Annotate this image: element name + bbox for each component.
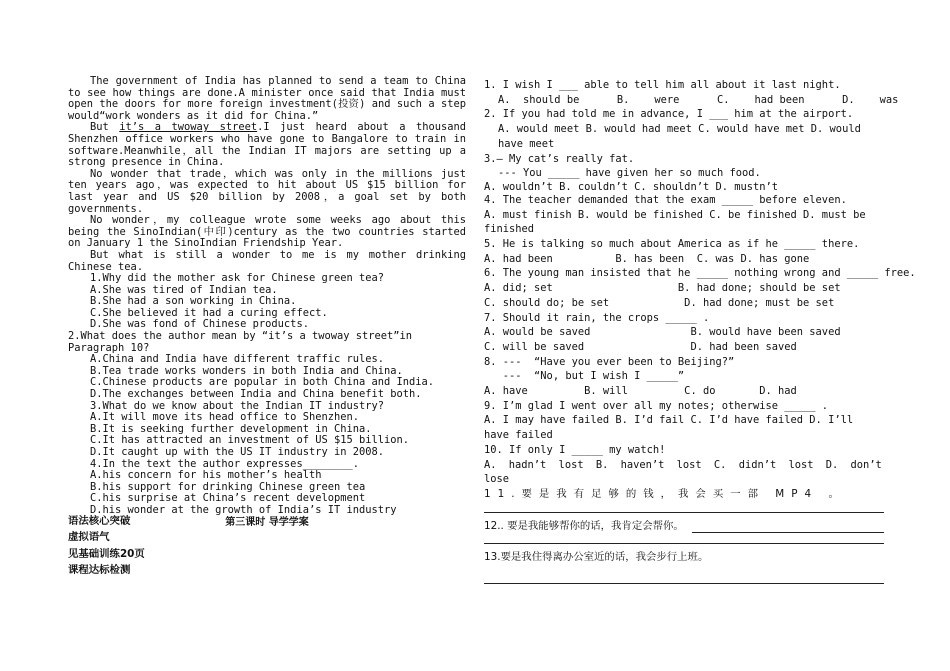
- item-line: 5. He is talking so much about America as if he _____ there.: [484, 238, 860, 251]
- answer-line-13[interactable]: [484, 573, 884, 584]
- item-line: 10. If only I _____ my watch!: [484, 443, 666, 456]
- heading-reference: 见基础训练20页: [68, 547, 145, 560]
- option: C.Chinese products are popular in both China and India.: [90, 376, 435, 389]
- option: B.Tea trade works wonders in both India and China.: [90, 364, 403, 377]
- question-2: [68, 331, 466, 401]
- item-line: C. will be saved D. had been saved: [484, 340, 797, 353]
- question-4: [68, 459, 466, 517]
- item-options: A. hadn’t lost B. haven’t lost C. didn’t lost D. don’t lose: [484, 458, 882, 486]
- answer-line-12b[interactable]: [484, 533, 884, 544]
- item-options: A. did; set B. had done; should be set: [484, 282, 841, 295]
- item-line: 1. I wish I ___ able to tell him all about it last night.: [484, 79, 841, 91]
- item-line: A. wouldn’t B. couldn’t C. shouldn’t D. mustn’t: [484, 180, 779, 193]
- item-line: C. should do; be set D. had done; must be set: [484, 296, 835, 309]
- option: C.his surprise at China’s recent development: [90, 492, 366, 505]
- reading-column: [68, 76, 466, 528]
- option: A.It will move its head office to Shenzhen.: [90, 411, 359, 424]
- option: D.She was fond of Chinese products.: [90, 318, 309, 331]
- item-line: 2. If you had told me in advance, I ___ him at the airport.: [484, 108, 854, 121]
- paragraph-2: But it’s a twoway street.I just heard about a thousand Shenzhen office workers who have gone to Bangalore to train in software.Meanwhile，all the Indian IT majors are setting up a strong presence in China.: [68, 121, 466, 169]
- item-line: 3.— My cat’s really fat.: [484, 152, 635, 165]
- option: C.She believed it had a curing effect.: [90, 306, 328, 319]
- option: A.She was tired of Indian tea.: [90, 283, 278, 296]
- answer-line-12a[interactable]: [692, 521, 884, 533]
- item-line: 9. I’m glad I went over all my notes; otherwise _____ .: [484, 399, 829, 412]
- item-line: A. have B. will C. do D. had: [484, 385, 797, 398]
- item-options: A. had been B. has been C. was D. has gone: [484, 252, 810, 265]
- item-line: 7. Should it rain, the crops _____ .: [484, 311, 710, 324]
- item-line: 4. The teacher demanded that the exam _____ before eleven.: [484, 193, 847, 206]
- option: D.his wonder at the growth of India’s IT industry: [90, 503, 397, 516]
- translation-12: 12.. 要是我能够帮你的话，我肯定会帮你。: [484, 519, 684, 532]
- question-stem: 2.What does the author mean by “it’s a twoway street”in Paragraph 10?: [68, 330, 413, 354]
- item-options: A. would be saved B. would have been saved: [484, 326, 841, 339]
- option: B.his support for drinking Chinese green tea: [90, 480, 366, 493]
- option: B.She had a son working in China.: [90, 295, 297, 308]
- underlined-phrase: it’s a twoway street: [119, 121, 258, 134]
- option: A.China and India have different traffic rules.: [90, 353, 385, 366]
- item-options: A. should be B. were C. had been D. was: [498, 93, 899, 106]
- item-options: A. must finish B. would be finished C. be finished D. must be finished: [484, 208, 866, 236]
- option: D.It caught up with the US IT industry in 2008.: [90, 446, 385, 458]
- option: C.It has attracted an investment of US $15 billion.: [90, 434, 410, 447]
- item-line: 6. The young man insisted that he _____ nothing wrong and _____ free.: [484, 267, 916, 280]
- translation-13: 13.要是我住得离办公室近的话，我会步行上班。: [484, 551, 709, 564]
- heading-grammar: 语法核心突破: [68, 515, 131, 527]
- item-options: --- You _____ have given her so much food.: [498, 167, 761, 180]
- question-stem: 1.Why did the mother ask for Chinese green tea?: [90, 272, 385, 285]
- paragraph-1: The government of India has planned to send a team to China to see how things are done.A minister once said that India must open the doors for more foreign investment(投资) and such a step would“work wonders as it did for China.”: [68, 75, 466, 122]
- translation-12-row: [484, 519, 884, 534]
- exercise-column: [484, 78, 916, 590]
- chinese-headings: [68, 513, 145, 579]
- item-line: 8. --- “Have you ever been to Beijing?”: [484, 355, 735, 368]
- paragraph-4: No wonder，my colleague wrote some weeks ago about this being the SinoIndian(中印)century as the two countries started on January 1 the SinoIndian Friendship Year.: [68, 214, 466, 250]
- heading-check: 课程达标检测: [68, 564, 131, 577]
- option: B.It is seeking further development in China.: [90, 422, 372, 435]
- heading-subjunctive: 虚拟语气: [68, 531, 110, 544]
- item-options: A. I may have failed B. I’d fail C. I’d have failed D. I’ll have failed: [484, 414, 854, 442]
- item-options: --- “No, but I wish I _____”: [484, 370, 685, 383]
- question-3: [68, 401, 466, 459]
- translation-11: 11.要是我有足够的钱，我会买一部 MP4 。: [484, 487, 846, 500]
- paragraph-5: But what is still a wonder to me is my mother drinking Chinese tea.: [68, 248, 466, 273]
- answer-line-11[interactable]: [484, 502, 884, 513]
- option: A.his concern for his mother’s health: [90, 469, 322, 482]
- section-title: 第三课时 导学学案: [225, 516, 309, 528]
- item-options: A. would meet B. would had meet C. would have met D. would have meet: [498, 123, 861, 150]
- paragraph-3: No wonder that trade，which was only in the millions just ten years ago，was expected to hit about US $15 billion for last year and US $20 billion by 2008，a goal set by both governments.: [68, 167, 466, 215]
- option: D.The exchanges between India and China benefit both.: [90, 388, 422, 401]
- question-stem: 4.In the text the author expresses________.: [90, 457, 359, 470]
- question-1: [68, 273, 466, 331]
- question-stem: 3.What do we know about the Indian IT industry?: [90, 399, 385, 412]
